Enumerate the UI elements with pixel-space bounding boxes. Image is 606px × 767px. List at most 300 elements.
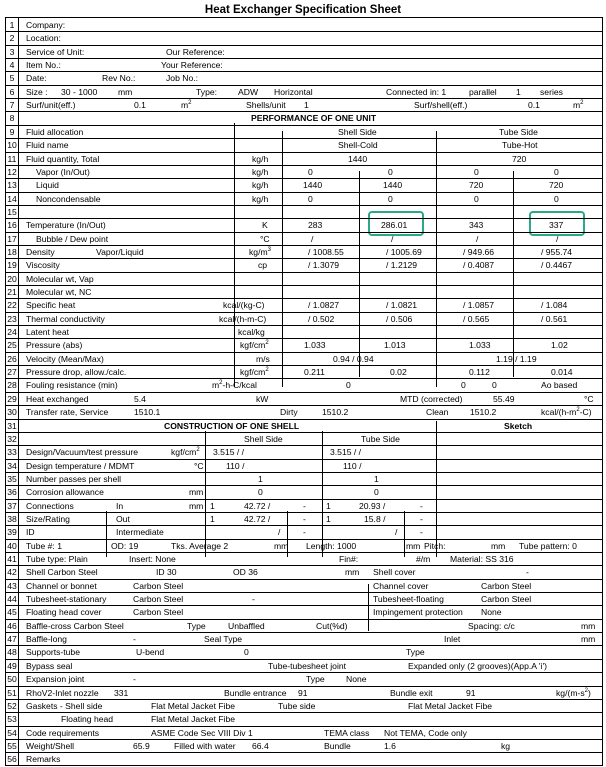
row-number: 35 [7, 474, 17, 484]
perf-divider-tube [436, 131, 437, 387]
liquid-shell-out: 1440 [383, 180, 403, 190]
weight-label: Weight/Shell [26, 741, 75, 751]
row-divider [6, 432, 602, 433]
bubble-dew-unit: °C [260, 234, 270, 244]
baffle-long-label: Baffle-long [26, 634, 67, 644]
bypass-seal-label: Bypass seal [26, 661, 73, 671]
shells-unit-value: 1 [304, 100, 309, 110]
design-temp-shell: 110 / [226, 461, 245, 471]
thermal-cond-shell-in: / 0.502 [308, 314, 335, 324]
gaskets-floating-label: Floating head [61, 714, 114, 724]
vapor-tube-in: 0 [474, 167, 479, 177]
row-number: 4 [9, 60, 15, 70]
specific-heat-shell-out: / 1.0821 [386, 300, 418, 310]
passes-label: Number passes per shell [26, 474, 122, 484]
baffle-type-label: Type [187, 621, 206, 631]
conn-divider-a [106, 511, 107, 557]
expansion-joint-value: - [133, 674, 136, 684]
tube-type: Tube type: Plain [26, 554, 88, 564]
bubble-tube-in: / [476, 234, 479, 244]
corrosion-label: Corrosion allowance [26, 487, 104, 497]
baffle-type-value: Unbaffled [228, 621, 265, 631]
date-label: Date: [26, 73, 47, 83]
surf-shell-value: 0.1 [528, 100, 540, 110]
velocity-shell: 0.94 / 0.94 [333, 354, 374, 364]
noncondensable-unit: kg/h [252, 194, 269, 204]
sheet-title: Heat Exchanger Specification Sheet [204, 4, 402, 16]
liquid-tube-out: 720 [549, 180, 564, 190]
row-number: 46 [7, 621, 17, 631]
fouling-label: Fouling resistance (min) [26, 380, 118, 390]
connections-shell-v: 42.72 / [244, 501, 271, 511]
inlet-label: Inlet [444, 634, 461, 644]
pressure-drop-tube-in: 0.112 [469, 367, 490, 377]
row-number: 18 [7, 247, 17, 257]
supports-tube-label: Supports-tube [26, 647, 80, 657]
tube-length: Length: 1000 [306, 541, 357, 551]
fouling-tube-in: 0 [461, 380, 466, 390]
pressure-label: Pressure (abs) [26, 340, 83, 350]
row-number: 7 [9, 100, 15, 110]
design-pressure-tube: 3.515 / / [330, 447, 362, 457]
velocity-label: Velocity (Mean/Max) [26, 354, 104, 364]
expansion-joint-label: Expansion joint [26, 674, 85, 684]
design-pressure-unit: kgf/$cm^2$ [171, 447, 200, 457]
specific-heat-tube-out: / 1.084 [541, 300, 568, 310]
id-label: ID [26, 527, 35, 537]
tube-material: Material: SS 316 [450, 554, 514, 564]
id-dash-1: - [303, 527, 306, 537]
row-divider [6, 472, 602, 473]
conn-divider-c [404, 511, 405, 557]
row-divider [6, 365, 602, 366]
size-label: Size : [26, 87, 48, 97]
size-rating-shell-v: 42.72 / [244, 514, 271, 524]
row-number: 15 [7, 207, 17, 217]
series-count: 1 [516, 87, 521, 97]
tube-fluid-name: Tube-Hot [502, 140, 538, 150]
row-number: 24 [7, 327, 17, 337]
row-number: 9 [9, 127, 15, 137]
tube-tubesheet-label: Tube-tubesheet joint [268, 661, 347, 671]
sketch-title: Sketch [504, 421, 533, 431]
rhov2-label: RhoV2-Inlet nozzle [26, 688, 99, 698]
density-shell-in: / 1008.55 [308, 247, 344, 257]
item-no-label: Item No.: [26, 60, 61, 70]
vapor-shell-in: 0 [308, 167, 313, 177]
row-number: 29 [7, 394, 17, 404]
row-number: 52 [7, 701, 17, 711]
row-number: 5 [9, 73, 15, 83]
row-number: 42 [7, 567, 17, 577]
pressure-drop-shell-out: 0.02 [390, 367, 407, 377]
pressure-unit: kgf/$cm^2$ [240, 340, 269, 350]
row-divider [6, 245, 602, 246]
bubble-dew-label: Bubble / Dew point [36, 234, 109, 244]
row-number: 13 [7, 180, 17, 190]
corrosion-unit: mm [189, 487, 204, 497]
tubesheet-stationary-label: Tubesheet-stationary [26, 594, 107, 604]
dirty-label: Dirty [280, 407, 298, 417]
expansion-type-label: Type [306, 674, 325, 684]
row-divider [6, 619, 602, 620]
row-divider [6, 298, 602, 299]
expansion-type-value: None [346, 674, 367, 684]
impingement-value: None [481, 607, 502, 617]
bundle-exit-label: Bundle exit [390, 688, 433, 698]
channel-cover-label: Channel cover [373, 581, 429, 591]
row-divider [6, 499, 602, 500]
connections-shell-d: - [303, 501, 306, 511]
row-number: 10 [7, 140, 17, 150]
bundle-entrance-value: 91 [298, 688, 308, 698]
passes-shell: 1 [258, 474, 263, 484]
filled-water-value: 66.4 [252, 741, 269, 751]
viscosity-shell-in: / 1.3079 [308, 260, 340, 270]
row-number: 25 [7, 340, 17, 350]
noncondensable-tube-out: 0 [554, 194, 559, 204]
row-number: 44 [7, 594, 17, 604]
row-divider [6, 485, 602, 486]
corrosion-tube: 0 [374, 487, 379, 497]
size-rating-tube-v: 15.8 / [364, 514, 386, 524]
design-temp-label: Design temperature / MDMT [26, 461, 135, 471]
connections-tube-n: 1 [326, 501, 331, 511]
row-divider [6, 218, 602, 219]
tubesheet-stationary-dash: - [252, 594, 255, 604]
bundle-exit-value: 91 [466, 688, 476, 698]
viscosity-tube-in: / 0.4087 [463, 260, 495, 270]
row-number: 6 [9, 87, 15, 97]
row-number: 43 [7, 581, 17, 591]
row-number: 32 [7, 434, 17, 444]
shell-cover-label: Shell cover [373, 567, 416, 577]
viscosity-shell-out: / 1.2129 [386, 260, 418, 270]
row-divider [6, 111, 602, 112]
construction-section-title: CONSTRUCTION OF ONE SHELL [164, 421, 300, 431]
dirty-value: 1510.2 [322, 407, 349, 417]
tube-insert: Insert: None [129, 554, 176, 564]
bubble-shell-in: / [311, 234, 314, 244]
row-number: 17 [7, 234, 17, 244]
company-label: Company: [26, 20, 66, 30]
your-reference-label: Your Reference: [161, 60, 223, 70]
row-number: 12 [7, 167, 17, 177]
clean-label: Clean [426, 407, 449, 417]
pressure-shell-in: 1.033 [304, 340, 326, 350]
row-divider [6, 459, 602, 460]
connections-tube-d: - [420, 501, 423, 511]
connections-shell-n: 1 [210, 501, 215, 511]
shell-side-header: Shell Side [338, 127, 377, 137]
thermal-cond-tube-in: / 0.565 [463, 314, 490, 324]
pressure-drop-tube-out: 0.014 [551, 367, 573, 377]
row-divider [6, 632, 602, 633]
row-divider [6, 31, 602, 32]
row-number: 16 [7, 220, 17, 230]
row-divider [6, 645, 602, 646]
fluid-quantity-label: Fluid quantity, Total [26, 154, 100, 164]
tube-number: Tube #: 1 [26, 541, 62, 551]
size-unit: mm [118, 87, 133, 97]
row-number: 2 [9, 33, 15, 43]
row-divider [6, 98, 602, 99]
channel-cover-material: Carbon Steel [481, 581, 532, 591]
tube-side-header: Tube Side [499, 127, 538, 137]
row-divider [6, 192, 602, 193]
connected-in-label: Connected in: 1 [386, 87, 447, 97]
row-number: 39 [7, 527, 17, 537]
row-divider [6, 712, 602, 713]
surf-unit-label: Surf/unit(eff.) [26, 100, 76, 110]
performance-section-title: PERFORMANCE OF ONE UNIT [251, 113, 377, 123]
transfer-rate-service: 1510.1 [134, 407, 161, 417]
design-pressure-label: Design/Vacuum/test pressure [26, 447, 139, 457]
impingement-label: Impingement protection [373, 607, 463, 617]
vapor-unit: kg/h [252, 167, 269, 177]
row-divider [6, 659, 602, 660]
per-m-unit: #/m [416, 554, 431, 564]
shell-material: Shell Carbon Steel [26, 567, 98, 577]
code-requirements-label: Code requirements [26, 728, 100, 738]
density-shell-out: / 1005.69 [386, 247, 422, 257]
size-rating-label: Size/Rating [26, 514, 70, 524]
tube-tubesheet-value: Expanded only (2 grooves)(App.A 'i') [408, 661, 547, 671]
corrosion-shell: 0 [258, 487, 263, 497]
row-divider [6, 338, 602, 339]
tubesheet-floating-material: Carbon Steel [481, 594, 532, 604]
row-divider [6, 419, 602, 420]
spec-sheet [5, 17, 603, 766]
temperature-unit: K [262, 220, 268, 230]
row-divider [6, 726, 602, 727]
row-number: 33 [7, 447, 17, 457]
channel-material: Carbon Steel [133, 581, 184, 591]
row-divider [6, 539, 602, 540]
perf-divider-shell [282, 131, 283, 387]
floating-head-label: Floating head cover [26, 607, 102, 617]
location-label: Location: [26, 33, 61, 43]
fouling-ao-based: Ao based [541, 380, 578, 390]
gasket-floating-value: Flat Metal Jacket Fibe [151, 714, 236, 724]
pressure-drop-label: Pressure drop, allow./calc. [26, 367, 127, 377]
perf-divider-unit [234, 123, 235, 387]
surf-unit-m2: $m^2$ [181, 100, 192, 110]
floating-head-material: Carbon Steel [133, 607, 184, 617]
tema-class-label: TEMA class [324, 728, 370, 738]
temperature-tube-in: 343 [469, 220, 484, 230]
connections-label: Connections [26, 501, 74, 511]
viscosity-tube-out: / 0.4467 [541, 260, 573, 270]
mtd-label: MTD (corrected) [400, 394, 463, 404]
passes-tube: 1 [374, 474, 379, 484]
intermediate-label: Intermediate [116, 527, 164, 537]
remarks-label: Remarks [26, 754, 61, 764]
liquid-label: Liquid [36, 180, 59, 190]
row-divider [6, 85, 602, 86]
row-divider [6, 138, 602, 139]
vapor-label: Vapor (In/Out) [36, 167, 90, 177]
row-divider [6, 205, 602, 206]
row-number: 49 [7, 661, 17, 671]
row-divider [6, 605, 602, 606]
baffle-cross: Baffle-cross Carbon Steel [26, 621, 124, 631]
row-number: 50 [7, 674, 17, 684]
bundle-label: Bundle [324, 741, 351, 751]
row-number: 31 [7, 421, 17, 431]
transfer-rate-unit: kcal/$(h-m^2-C)$ [541, 407, 592, 417]
row-number: 41 [7, 554, 17, 564]
fin-label: Fin#: [339, 554, 359, 564]
ubend-label: U-bend [136, 647, 165, 657]
size-rating-tube-n: 1 [326, 514, 331, 524]
design-pressure-shell: 3.515 / / [213, 447, 245, 457]
bundle-entrance-label: Bundle entrance [224, 688, 287, 698]
row-number: 26 [7, 354, 17, 364]
row-number: 40 [7, 541, 17, 551]
pressure-tube-in: 1.033 [469, 340, 491, 350]
pressure-shell-out: 1.013 [384, 340, 406, 350]
specific-heat-label: Specific heat [26, 300, 76, 310]
design-temp-tube: 110 / [343, 461, 362, 471]
mm-unit-2: mm [406, 541, 421, 551]
baffle-cut: Cut(%d) [316, 621, 348, 631]
rhov2-unit: $kg/(m-s^2)$ [556, 688, 591, 698]
gaskets-shell-label: Gaskets - Shell side [26, 701, 103, 711]
gasket-shell-value: Flat Metal Jacket Fibe [151, 701, 236, 711]
series-label: series [540, 87, 563, 97]
fouling-shell: 0 [346, 380, 351, 390]
id-slash-1: / [278, 527, 281, 537]
row-divider [6, 258, 602, 259]
temperature-shell-in: 283 [308, 220, 323, 230]
design-temp-unit: °C [194, 461, 204, 471]
temperature-label: Temperature (In/Out) [26, 220, 106, 230]
pressure-drop-shell-in: 0.211 [304, 367, 325, 377]
liquid-unit: kg/h [252, 180, 269, 190]
vapor-tube-out: 0 [554, 167, 559, 177]
tube-od: OD: 19 [111, 541, 139, 551]
row-divider [6, 565, 602, 566]
row-number: 48 [7, 647, 17, 657]
baffle-spacing: Spacing: c/c [468, 621, 515, 631]
row-number: 22 [7, 300, 17, 310]
noncondensable-tube-in: 0 [474, 194, 479, 204]
fluid-name-label: Fluid name [26, 140, 69, 150]
gasket-tube-value: Flat Metal Jacket Fibe [408, 701, 493, 711]
row-number: 14 [7, 194, 17, 204]
size-rating-shell-n: 1 [210, 514, 215, 524]
row-number: 56 [7, 754, 17, 764]
noncondensable-shell-in: 0 [308, 194, 313, 204]
row-number: 47 [7, 634, 17, 644]
latent-heat-label: Latent heat [26, 327, 70, 337]
clean-value: 1510.2 [470, 407, 497, 417]
row-number: 38 [7, 514, 17, 524]
specific-heat-shell-in: / 1.0827 [308, 300, 340, 310]
ubend-value: 0 [244, 647, 249, 657]
type-value: ADW [238, 87, 259, 97]
row-divider [6, 272, 602, 273]
size-value: 30 - 1000 [61, 87, 98, 97]
mm-unit-3: mm [491, 541, 506, 551]
row-number: 27 [7, 367, 17, 377]
row-divider [6, 165, 602, 166]
row-divider [6, 71, 602, 72]
row-divider [6, 699, 602, 700]
connections-tube-v: 20.93 / [359, 501, 386, 511]
row-divider [6, 325, 602, 326]
row-number: 30 [7, 407, 17, 417]
supports-type-label: Type [406, 647, 425, 657]
row-divider [6, 525, 602, 526]
row-divider [6, 592, 602, 593]
surf-unit-value: 0.1 [134, 100, 146, 110]
row-number: 3 [9, 47, 15, 57]
row-divider [6, 405, 602, 406]
row-number: 34 [7, 461, 17, 471]
row-number: 51 [7, 688, 17, 698]
row-divider [6, 378, 602, 379]
channel-label: Channel or bonnet [26, 581, 97, 591]
row-number: 45 [7, 607, 17, 617]
tubesheet-stationary-material: Carbon Steel [133, 594, 184, 604]
row-divider [6, 285, 602, 286]
sketch-divider [436, 421, 437, 557]
connections-in: In [116, 501, 124, 511]
code-requirements-value: ASME Code Sec VIII Div 1 [151, 728, 253, 738]
shell-cover-value: - [526, 567, 529, 577]
row-number: 28 [7, 380, 17, 390]
density-unit: $kg/m^3$ [249, 247, 271, 257]
row-divider [6, 686, 602, 687]
row-number: 21 [7, 287, 17, 297]
specific-heat-tube-in: / 1.0857 [463, 300, 495, 310]
heat-exchanged-label: Heat exchanged [26, 394, 89, 404]
shells-unit-label: Shells/unit [246, 100, 286, 110]
size-rating-out: Out [116, 514, 130, 524]
connections-unit: mm [189, 501, 204, 511]
temperature-shell-out: 286.01 [381, 220, 408, 230]
service-label: Service of Unit: [26, 47, 85, 57]
shell-id: ID 30 [156, 567, 177, 577]
row-divider [6, 579, 602, 580]
row-number: 23 [7, 314, 17, 324]
row-divider [6, 445, 602, 446]
liquid-shell-in: 1440 [303, 180, 323, 190]
bundle-value: 1.6 [384, 741, 396, 751]
row-divider [6, 552, 602, 553]
heat-exchanged-unit: kW [256, 394, 269, 404]
tema-class-value: Not TEMA, Code only [384, 728, 467, 738]
row-divider [6, 312, 602, 313]
density-tube-in: / 949.66 [463, 247, 495, 257]
row-number: 53 [7, 714, 17, 724]
row-number: 8 [9, 113, 15, 123]
mm-unit-5: mm [581, 621, 596, 631]
seal-type-label: Seal Type [204, 634, 243, 644]
pressure-tube-out: 1.02 [551, 340, 568, 350]
bubble-tube-out: / [556, 234, 559, 244]
job-no-label: Job No.: [166, 73, 199, 83]
perf-divider-tube-mid [513, 171, 514, 377]
row-number: 36 [7, 487, 17, 497]
heat-exchanged-value: 5.4 [134, 394, 146, 404]
row-divider [6, 125, 602, 126]
row-number: 19 [7, 260, 17, 270]
constr-tube-side: Tube Side [361, 434, 400, 444]
velocity-tube: 1.19 / 1.19 [496, 354, 537, 364]
